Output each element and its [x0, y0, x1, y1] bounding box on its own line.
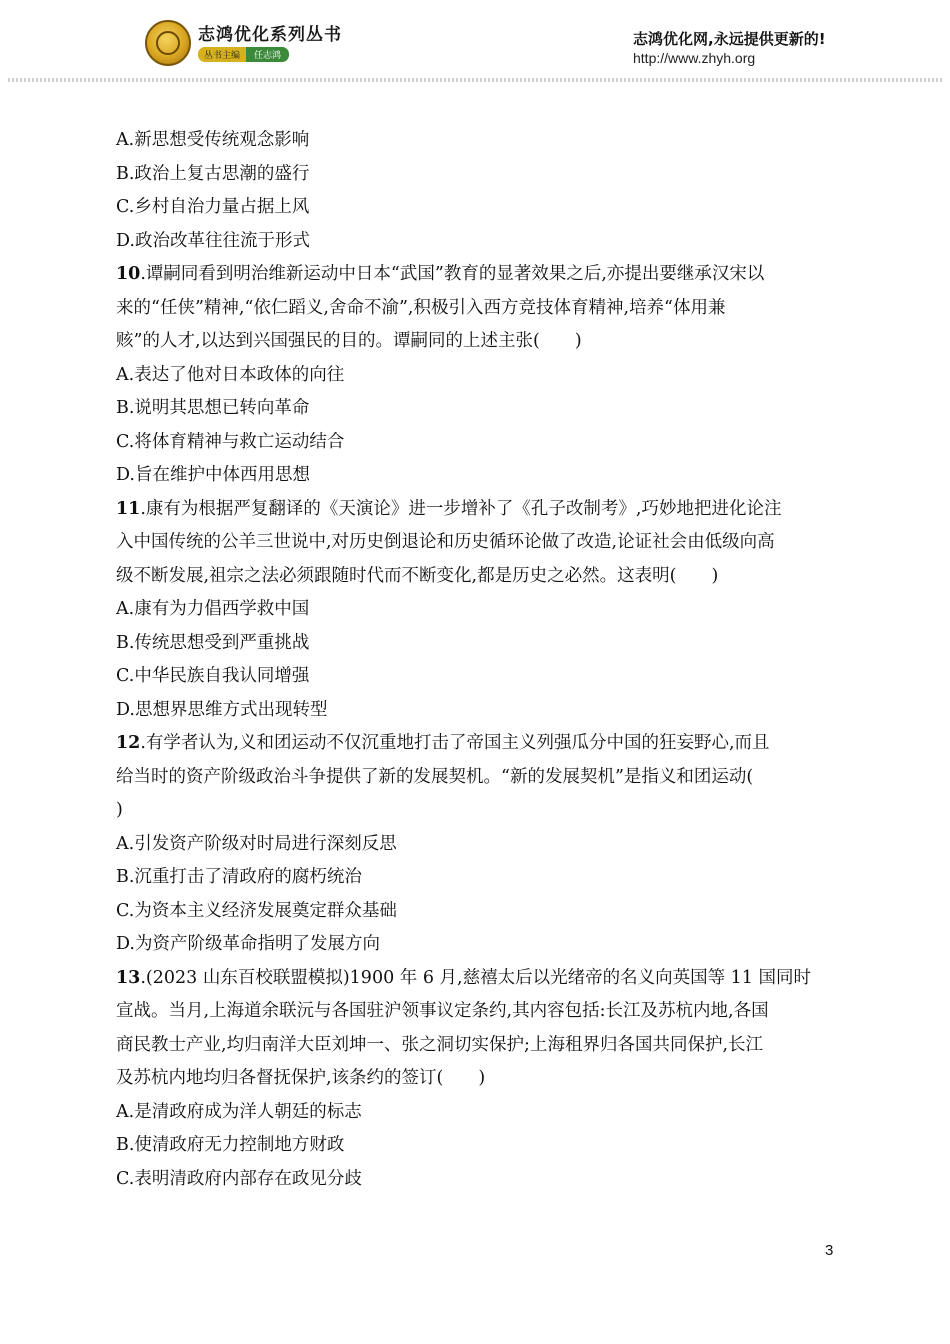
text-line [116, 1096, 838, 1130]
line-text: A.是清政府成为洋人朝廷的标志 [116, 1101, 362, 1122]
line-text: B.说明其思想已转向革命 [116, 398, 310, 418]
page-number: 3 [825, 1242, 834, 1259]
line-text: 级不断发展,祖宗之法必须跟随时代而不断变化,都是历史之必然。这表明( ) [116, 565, 719, 586]
text-line [116, 1029, 838, 1063]
line-text: .谭嗣同看到明治维新运动中日本“武国”教育的显著效果之后,亦提出要继承汉宋以 [140, 264, 765, 284]
text-line [116, 1062, 838, 1096]
text-line [116, 627, 838, 661]
line-text: D.政治改革往往流于形式 [116, 230, 310, 251]
question-stem-line [116, 962, 838, 996]
line-text: .有学者认为,义和团运动不仅沉重地打击了帝国主义列强瓜分中国的狂妄野心,而且 [140, 733, 770, 753]
line-text: A.表达了他对日本政体的向往 [116, 364, 345, 385]
line-text: A.新思想受传统观念影响 [116, 130, 310, 150]
question-stem-line [116, 258, 838, 292]
site-url[interactable]: http://www.zhyh.org [633, 50, 756, 66]
question-stem-line [116, 493, 838, 527]
line-text: .康有为根据严复翻译的《天演论》进一步增补了《孔子改制考》,巧妙地把进化论注 [140, 498, 782, 519]
text-line [116, 995, 838, 1029]
text-line [116, 660, 838, 694]
logo-seal-icon [145, 20, 191, 66]
text-line [116, 861, 838, 895]
line-text: ) [116, 800, 123, 820]
line-text: D.旨在维护中体西用思想 [116, 465, 310, 485]
line-text: 给当时的资产阶级政治斗争提供了新的发展契机。“新的发展契机”是指义和团运动( [116, 766, 754, 787]
text-line [116, 1163, 838, 1197]
line-text: 及苏杭内地均归各督抚保护,该条约的签订( ) [116, 1068, 486, 1088]
brand-subtitle [198, 47, 289, 61]
text-line [116, 292, 838, 326]
line-text: C.为资本主义经济发展奠定群众基础 [116, 900, 397, 921]
line-text: 商民教士产业,均归南洋大臣刘坤一、张之洞切实保护;上海租界归各国共同保护,长江 [116, 1034, 764, 1055]
text-line [116, 560, 838, 594]
line-text: C.将体育精神与救亡运动结合 [116, 431, 345, 452]
line-text: A.康有为力倡西学救中国 [116, 599, 310, 619]
line-text: B.传统思想受到严重挑战 [116, 632, 310, 653]
text-line [116, 158, 838, 192]
text-line [116, 895, 838, 929]
text-line [116, 426, 838, 460]
text-line [116, 325, 838, 359]
site-slogan: 志鸿优化网,永远提供更新的! [633, 30, 826, 48]
line-text: 入中国传统的公羊三世说中,对历史倒退论和历史循环论做了改造,论证社会由低级向高 [116, 532, 775, 552]
line-text: 宣战。当月,上海道余联沅与各国驻沪领事议定条约,其内容包括:长江及苏杭内地,各国 [116, 1001, 769, 1021]
text-line [116, 761, 838, 795]
header-divider [8, 78, 942, 82]
line-text: B.使清政府无力控制地方财政 [116, 1135, 345, 1155]
question-number: 11 [116, 498, 141, 519]
text-line [116, 828, 838, 862]
brand-tag-editor-name: 任志鸿 [246, 47, 289, 62]
page-header [0, 0, 950, 90]
line-text: C.表明清政府内部存在政见分歧 [116, 1168, 362, 1189]
question-number: 12 [116, 733, 141, 753]
brand-tag-editor-label: 丛书主编 [198, 47, 246, 62]
text-line [116, 392, 838, 426]
text-line [116, 526, 838, 560]
line-text: C.中华民族自我认同增强 [116, 666, 310, 686]
line-text: A.引发资产阶级对时局进行深刻反思 [116, 833, 397, 854]
text-line [116, 459, 838, 493]
brand-title: 志鸿优化系列丛书 [198, 25, 342, 45]
question-number: 13 [116, 967, 141, 988]
line-text: D.为资产阶级革命指明了发展方向 [116, 934, 380, 954]
line-text: C.乡村自治力量占据上风 [116, 197, 310, 217]
line-text: 来的“任侠”精神,“依仁蹈义,舍命不渝”,积极引入西方竞技体育精神,培养“体用兼 [116, 297, 726, 318]
line-text: B.政治上复古思潮的盛行 [116, 163, 310, 184]
text-line [116, 124, 838, 158]
text-line [116, 593, 838, 627]
text-line [116, 794, 838, 828]
line-text: 赅”的人才,以达到兴国强民的目的。谭嗣同的上述主张( ) [116, 331, 582, 351]
line-text: B.沉重打击了清政府的腐朽统治 [116, 867, 362, 887]
text-line [116, 928, 838, 962]
text-line [116, 191, 838, 225]
text-line [116, 694, 838, 728]
document-body [116, 124, 838, 1196]
question-number: 10 [116, 264, 141, 284]
text-line [116, 359, 838, 393]
text-line [116, 225, 838, 259]
line-text: D.思想界思维方式出现转型 [116, 699, 328, 720]
question-stem-line [116, 727, 838, 761]
text-line [116, 1129, 838, 1163]
line-text: .(2023 山东百校联盟模拟)1900 年 6 月,慈禧太后以光绪帝的名义向英国等 11 国同时 [140, 967, 811, 988]
